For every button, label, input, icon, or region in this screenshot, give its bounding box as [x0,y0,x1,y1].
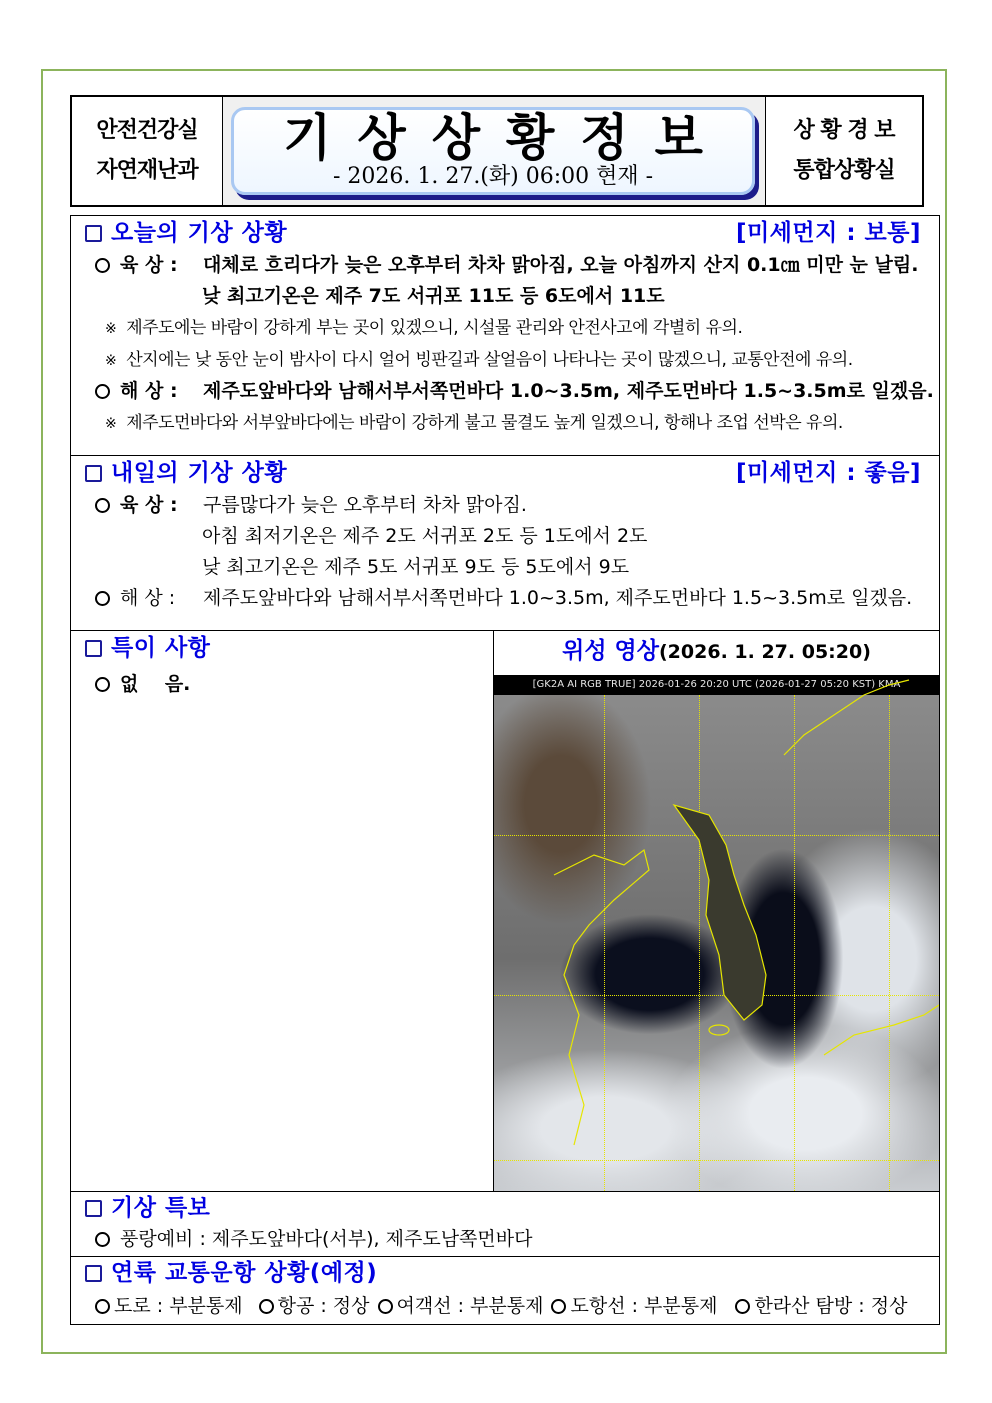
header [70,95,924,207]
traffic-section [71,1257,939,1323]
circle-bullet-icon [95,677,110,692]
circle-bullet-icon [95,591,110,606]
today-land-line-1 [71,250,939,281]
fine-dust-tomorrow: [미세먼지 : 좋음] [735,460,921,486]
traffic-island-ferry: 도항선 : 부분통제 [570,1295,718,1317]
satellite-title-text: 위성 영상 [562,638,659,664]
today-land-line-2 [71,281,939,312]
satellite-section [494,631,939,1191]
checkbox-square-icon [85,465,102,482]
department-line-2: 자연재난과 [96,158,198,183]
today-land-text: 대체로 흐리다가 늦은 오후부터 차차 맑아짐, 오늘 아침까지 산지 0.1㎝ 미만 눈 날림. [203,254,919,276]
report-datetime: - 2026. 1. 27.(화) 06:00 현재 - [332,164,654,189]
circle-bullet-icon [259,1299,274,1314]
satellite-time: (2026. 1. 27. 05:20) [659,641,871,663]
office-label [765,97,922,205]
note-text: 산지에는 낮 동안 눈이 밤사이 다시 얼어 빙판길과 살얼음이 나타나는 곳이 많겠으니, 교통안전에 유의. [126,350,853,370]
special-title [71,631,493,665]
circle-bullet-icon [378,1299,393,1314]
circle-bullet-icon [95,498,110,513]
tomorrow-title-text: 내일의 기상 상황 [111,460,288,486]
circle-bullet-icon [735,1299,750,1314]
tomorrow-sea-line [71,583,939,614]
today-title [71,216,939,250]
traffic-items [71,1289,939,1323]
circle-bullet-icon [95,384,110,399]
today-title-text: 오늘의 기상 상황 [111,220,288,246]
coastline-overlay [494,675,939,1191]
note-text: 제주도에는 바람이 강하게 부는 곳이 있겠으니, 시설물 관리와 안전사고에 각별히 유의. [126,318,743,338]
warning-item [71,1225,939,1254]
asterisk-icon: ※ [105,353,117,369]
today-sea-text: 제주도앞바다와 남해서부서쪽먼바다 1.0~3.5m, 제주도먼바다 1.5~3.5m로 일겠음. [203,380,934,402]
sea-label: 해 상 : [120,587,176,609]
circle-bullet-icon [551,1299,566,1314]
tomorrow-min-temp: 아침 최저기온은 제주 2도 서귀포 2도 등 1도에서 2도 [202,525,648,547]
today-note-1 [71,312,939,344]
tomorrow-land-text: 구름많다가 늦은 오후부터 차차 맑아짐. [203,494,527,516]
traffic-title-text: 연륙 교통운항 상황(예정) [111,1260,378,1286]
report-body [70,215,940,1325]
today-section [71,216,939,439]
today-note-2 [71,344,939,376]
fine-dust-today: [미세먼지 : 보통] [735,220,921,246]
circle-bullet-icon [95,258,110,273]
satellite-caption: [GK2A AI RGB TRUE] 2026-01-26 20:20 UTC (2026-01-27 05:20 KST) KMA [494,675,939,695]
warning-title-text: 기상 특보 [111,1195,211,1221]
land-label: 육 상 : [120,254,178,276]
tomorrow-title [71,456,939,490]
satellite-title [494,631,939,673]
land-label: 육 상 : [120,494,178,516]
traffic-title [71,1257,939,1289]
asterisk-icon: ※ [105,321,117,337]
warning-section [71,1192,939,1254]
circle-bullet-icon [95,1232,110,1247]
today-sea-line [71,376,939,407]
traffic-ferry: 여객선 : 부분통제 [396,1295,544,1317]
note-text: 제주도먼바다와 서부앞바다에는 바람이 강하게 불고 물결도 높게 일겠으니, 항해나 조업 선박은 유의. [126,413,843,433]
title-area [223,97,765,205]
warning-text: 풍랑예비 : 제주도앞바다(서부), 제주도남쪽먼바다 [120,1228,533,1250]
special-section [71,631,494,1191]
today-temp-text: 낮 최고기온은 제주 7도 서귀포 11도 등 6도에서 11도 [202,285,665,307]
tomorrow-land-line-1 [71,490,939,521]
office-line-1: 상 황 경 보 [793,118,895,143]
circle-bullet-icon [95,1299,110,1314]
tomorrow-land-line-3 [71,552,939,583]
sea-label: 해 상 : [120,380,178,402]
department-line-1: 안전건강실 [96,118,198,143]
page-title: 기상상황정보 [283,109,729,167]
tomorrow-max-temp: 낮 최고기온은 제주 5도 서귀포 9도 등 5도에서 9도 [202,556,630,578]
warning-title [71,1192,939,1225]
traffic-road: 도로 : 부분통제 [114,1295,243,1317]
tomorrow-land-line-2 [71,521,939,552]
traffic-hallasan: 한라산 탐방 : 정상 [754,1295,908,1317]
special-title-text: 특이 사항 [111,635,211,661]
title-box [231,107,755,195]
satellite-image [494,675,939,1191]
department-label [72,97,223,205]
tomorrow-sea-text: 제주도앞바다와 남해서부서쪽먼바다 1.0~3.5m, 제주도먼바다 1.5~3.5m로 일겠음. [203,587,913,609]
special-text: 없 음. [120,673,191,695]
office-line-2: 통합상황실 [793,158,895,183]
asterisk-icon: ※ [105,416,117,432]
special-item [71,669,493,700]
checkbox-square-icon [85,1200,102,1217]
today-note-3 [71,407,939,439]
traffic-air: 항공 : 정상 [277,1295,370,1317]
checkbox-square-icon [85,225,102,242]
tomorrow-section [71,456,939,614]
checkbox-square-icon [85,640,102,657]
checkbox-square-icon [85,1265,102,1282]
